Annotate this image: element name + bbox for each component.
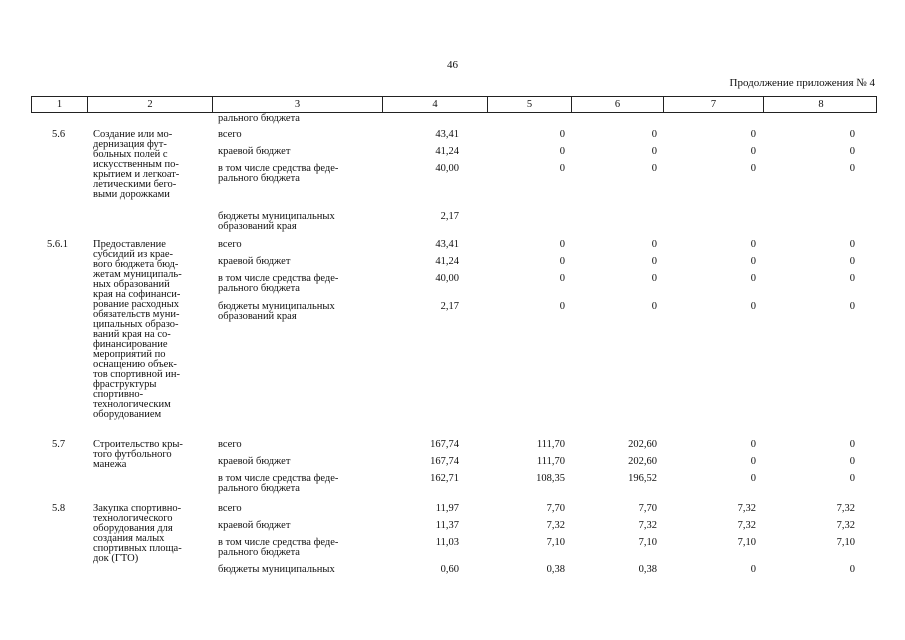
table-cell-value: 0 [750, 146, 756, 157]
table-cell-value: 7,10 [836, 537, 855, 548]
table-cell-value: 0,38 [546, 564, 565, 575]
table-header [31, 96, 877, 113]
table-cell-value: 167,74 [430, 439, 459, 450]
table-cell-value: 7,32 [737, 503, 756, 514]
table-cell-value: 43,41 [435, 239, 459, 250]
funding-source: бюджеты муниципальных [218, 564, 335, 575]
table-cell-value: 0 [750, 473, 756, 484]
table-cell-value: 0 [849, 256, 855, 267]
funding-source: всего [218, 129, 242, 140]
table-cell-value: 0 [651, 301, 657, 312]
table-cell-value: 0 [559, 163, 565, 174]
funding-source: краевой бюджет [218, 146, 291, 157]
table-cell-value: 0 [849, 564, 855, 575]
table-cell-value: 0 [651, 129, 657, 140]
table-cell-value: 0 [559, 239, 565, 250]
table-cell-value: 202,60 [628, 439, 657, 450]
table-cell-value: 202,60 [628, 456, 657, 467]
table-cell-value: 40,00 [435, 163, 459, 174]
table-cell-value: 0 [750, 239, 756, 250]
table-cell-value: 0 [750, 456, 756, 467]
table-cell-value: 11,03 [435, 537, 459, 548]
column-header-1: 1 [32, 97, 88, 112]
table-cell-value: 2,17 [440, 211, 459, 222]
column-header-3: 3 [213, 97, 383, 112]
table-cell-value: 0,38 [638, 564, 657, 575]
table-cell-value: 41,24 [435, 256, 459, 267]
table-cell-value: 0 [849, 301, 855, 312]
column-header-4: 4 [383, 97, 488, 112]
table-cell-value: 0 [849, 456, 855, 467]
table-cell-value: 0 [750, 301, 756, 312]
table-cell-value: 0 [559, 273, 565, 284]
row-number: 5.8 [52, 503, 66, 514]
row-name: Закупка спортивно- технологического оборудования для создания малых спортивных площа- док (ГТО) [93, 503, 182, 564]
table-cell-value: 0,60 [440, 564, 459, 575]
table-cell-value: 162,71 [430, 473, 459, 484]
column-header-5: 5 [488, 97, 572, 112]
table-cell-value: 0 [750, 439, 756, 450]
table-cell-value: 2,17 [440, 301, 459, 312]
funding-source: всего [218, 239, 242, 250]
continued-source-fragment: рального бюджета [218, 113, 300, 124]
funding-source: всего [218, 439, 242, 450]
page-number: 46 [447, 59, 458, 71]
continuation-label: Продолжение приложения № 4 [729, 77, 875, 89]
column-header-8: 8 [818, 99, 824, 110]
table-cell-value: 43,41 [435, 129, 459, 140]
table-cell-value: 0 [750, 564, 756, 575]
row-number: 5.7 [52, 439, 66, 450]
funding-source: бюджеты муниципальных образований края [218, 301, 335, 322]
table-cell-value: 0 [849, 239, 855, 250]
table-cell-value: 7,70 [546, 503, 565, 514]
table-cell-value: 0 [750, 256, 756, 267]
funding-source: в том числе средства феде- рального бюджета [218, 473, 339, 494]
table-cell-value: 7,10 [546, 537, 565, 548]
table-cell-value: 11,37 [435, 520, 459, 531]
row-name: Создание или мо- дернизация фут- больных полей с искусственным по- крытием и легкоат- летическими бего- выми дорожками [93, 129, 180, 200]
funding-source: всего [218, 503, 242, 514]
table-cell-value: 111,70 [536, 439, 565, 450]
row-number: 5.6.1 [47, 239, 68, 250]
table-cell-value: 0 [750, 129, 756, 140]
column-header-6: 6 [572, 97, 664, 112]
table-cell-value: 0 [651, 256, 657, 267]
table-cell-value: 0 [849, 129, 855, 140]
table-cell-value: 7,10 [737, 537, 756, 548]
table-cell-value: 0 [559, 301, 565, 312]
table-cell-value: 7,70 [638, 503, 657, 514]
table-cell-value: 7,32 [737, 520, 756, 531]
funding-source: в том числе средства феде- рального бюджета [218, 163, 339, 184]
table-cell-value: 40,00 [435, 273, 459, 284]
table-cell-value: 7,32 [836, 503, 855, 514]
table-cell-value: 0 [849, 473, 855, 484]
funding-source: в том числе средства феде- рального бюджета [218, 273, 339, 294]
table-cell-value: 0 [559, 256, 565, 267]
funding-source: краевой бюджет [218, 456, 291, 467]
funding-source: в том числе средства феде- рального бюджета [218, 537, 339, 558]
table-cell-value: 7,10 [638, 537, 657, 548]
row-name: Предоставление субсидий из крае- вого бюджета бюд- жетам муниципаль- ных образований края на софинанси- рование расходных обязательств муни- ципальных образо- ваний края на со- финансирование мероприятий по оснащению объек- тов спортивной ин- фраструктуры спортивно- технологическим оборудованием [93, 239, 182, 420]
table-cell-value: 0 [651, 239, 657, 250]
column-header-7: 7 [664, 97, 764, 112]
table-cell-value: 167,74 [430, 456, 459, 467]
table-cell-value: 0 [559, 129, 565, 140]
table-cell-value: 196,52 [628, 473, 657, 484]
table-cell-value: 0 [849, 146, 855, 157]
table-cell-value: 0 [651, 163, 657, 174]
table-cell-value: 0 [849, 163, 855, 174]
table-cell-value: 0 [651, 273, 657, 284]
table-cell-value: 0 [559, 146, 565, 157]
table-cell-value: 0 [849, 273, 855, 284]
row-number: 5.6 [52, 129, 66, 140]
table-cell-value: 0 [651, 146, 657, 157]
table-cell-value: 108,35 [536, 473, 565, 484]
table-cell-value: 7,32 [546, 520, 565, 531]
funding-source: краевой бюджет [218, 520, 291, 531]
column-header-2: 2 [88, 97, 213, 112]
funding-source: бюджеты муниципальных образований края [218, 211, 335, 232]
table-cell-value: 11,97 [435, 503, 459, 514]
table-cell-value: 0 [750, 163, 756, 174]
table-cell-value: 7,32 [836, 520, 855, 531]
table-cell-value: 0 [750, 273, 756, 284]
table-cell-value: 41,24 [435, 146, 459, 157]
funding-source: краевой бюджет [218, 256, 291, 267]
table-cell-value: 7,32 [638, 520, 657, 531]
table-cell-value: 111,70 [536, 456, 565, 467]
table-cell-value: 0 [849, 439, 855, 450]
row-name: Строительство кры- того футбольного манежа [93, 439, 183, 470]
